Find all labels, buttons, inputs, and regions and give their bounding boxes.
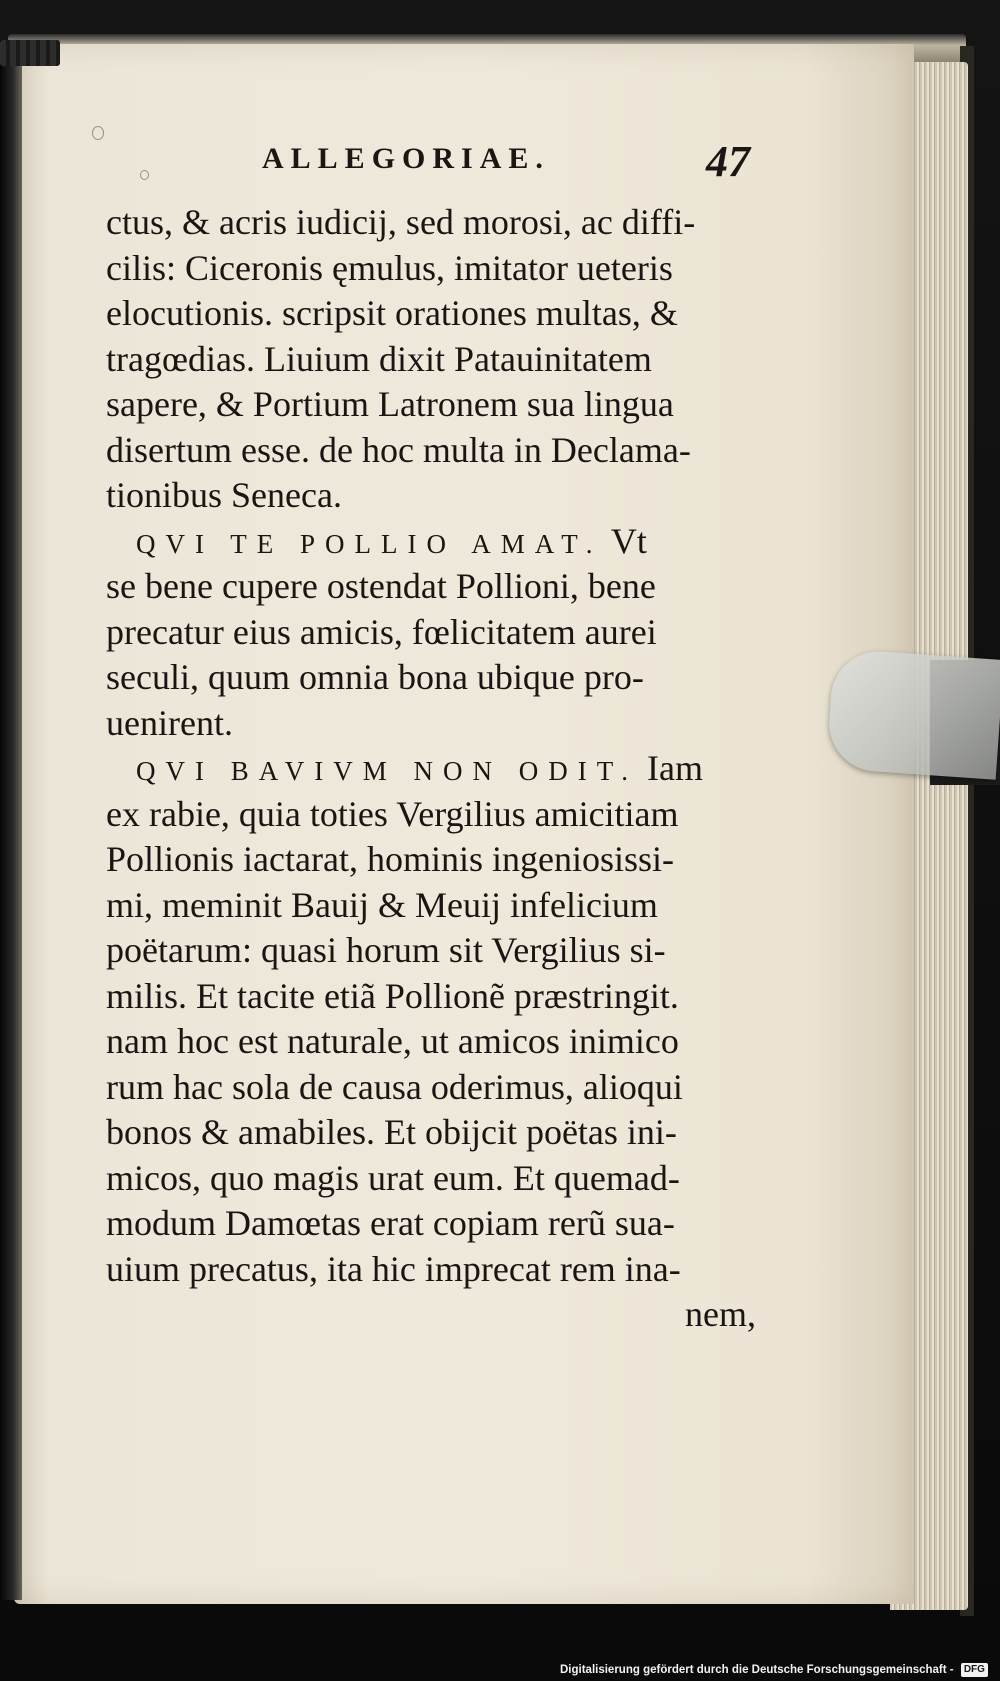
book-spine: [0, 40, 22, 1600]
text-line: Pollionis iactarat, hominis ingeniosissi-: [106, 839, 674, 879]
scanner-clip: [0, 40, 60, 66]
text-line: sapere, & Portium Latronem sua lingua: [106, 384, 674, 424]
text-line: disertum esse. de hoc multa in Declama-: [106, 429, 691, 470]
text-line: cilis: Ciceronis ęmulus, imitator ueteris: [106, 247, 673, 288]
text-line: rum hac sola de causa oderimus, alioqui: [106, 1066, 683, 1107]
page-header: [262, 137, 762, 192]
lemma-continuation: Iam: [646, 748, 703, 788]
text-line: milis. Et tacite etiã Pollionẽ præstringit.: [106, 975, 679, 1016]
text-line: micos, quo magis urat eum. Et quemad-: [106, 1157, 680, 1198]
text-line: seculi, quum omnia bona ubique pro-: [106, 657, 644, 697]
text-line: se bene cupere ostendat Pollioni, bene: [106, 566, 656, 606]
text-line: precatur eius amicis, fœlicitatem aurei: [106, 611, 657, 652]
page-number: 47: [706, 137, 750, 186]
running-head: ALLEGORIAE.: [262, 142, 550, 175]
bookmark-tab: [826, 648, 1000, 780]
catchword: nem,: [685, 1294, 756, 1334]
text-line: ctus, & acris iudicij, sed morosi, ac diffi-: [106, 202, 696, 242]
text-line: elocutionis. scripsit orationes multas, &: [106, 293, 678, 333]
text-line: mi, meminit Bauij & Meuij infelicium: [106, 884, 658, 925]
lemma-continuation: Vt: [610, 520, 647, 561]
text-line: bonos & amabiles. Et obijcit poëtas ini-: [106, 1112, 677, 1152]
footer-credit: [560, 1659, 1000, 1681]
gutter-hole-mark: [92, 126, 104, 140]
gutter-hole-mark: [140, 170, 149, 180]
footer-text: Digitalisierung gefördert durch die Deutsche Forschungsgemeinschaft -: [560, 1664, 954, 1676]
text-line: tionibus Seneca.: [106, 475, 342, 515]
text-line: tragœdias. Liuium dixit Patauinitatem: [106, 338, 652, 379]
text-line: poëtarum: quasi horum sit Vergilius si-: [106, 930, 666, 970]
text-line: ex rabie, quia toties Vergilius amicitiam: [106, 793, 679, 834]
text-line: nam hoc est naturale, ut amicos inimico: [106, 1021, 679, 1061]
text-line: uenirent.: [106, 702, 233, 743]
dfg-logo-icon: DFG: [961, 1663, 988, 1677]
lemma-line: [106, 746, 756, 792]
page-text-block: [106, 200, 756, 1338]
lemma-heading: QVI BAVIVM NON ODIT.: [136, 756, 638, 786]
text-line: modum Damœtas erat copiam rerũ sua-: [106, 1203, 675, 1243]
lemma-heading: QVI TE POLLIO AMAT.: [136, 528, 603, 559]
text-line: uium precatus, ita hic imprecat rem ina-: [106, 1248, 681, 1289]
lemma-line: [106, 519, 756, 565]
